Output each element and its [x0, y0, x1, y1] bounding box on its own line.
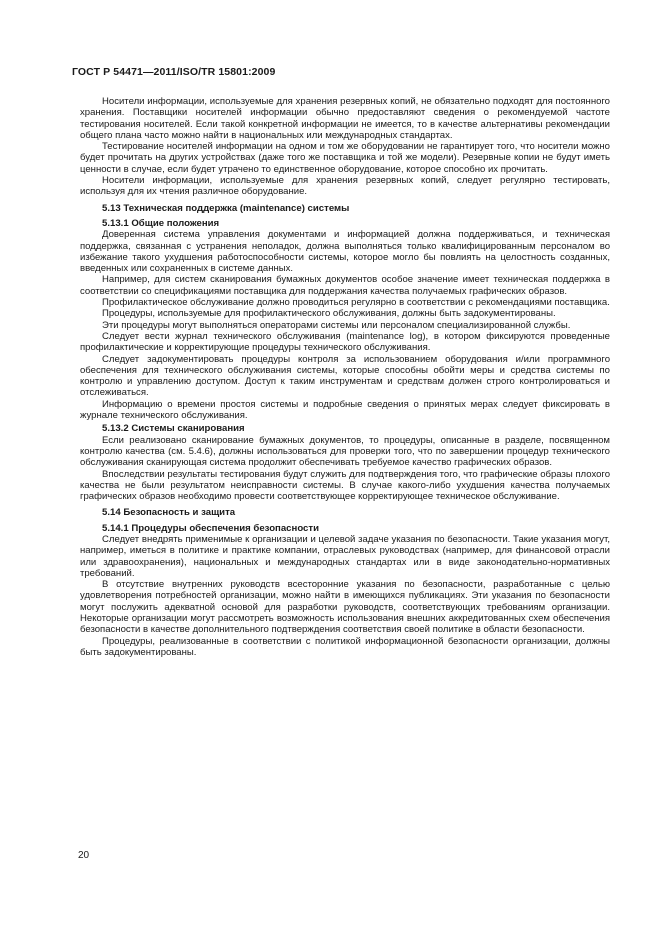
paragraph: Носители информации, используемые для хранения резервных копий, следует регулярно тестировать, используя для их чтения различное оборудование. — [80, 175, 610, 198]
paragraph: Следует внедрять применимые к организации и целевой задаче указания по безопасности. Такие указания могут, например, иметься в политике и практике компании, отраслевых руководствах (например, для финансовой отрасли или здравоохранения), национальных и международных стандартах или в виде законодательно-нормативных требований. — [80, 533, 610, 579]
paragraph: Следует вести журнал технического обслуживания (maintenance log), в котором фиксируются проведенные профилактические и корректирующие процедуры технического обслуживания. — [80, 330, 610, 354]
subsection-heading: 5.13.1 Общие положения — [102, 217, 220, 229]
section-heading: 5.14 Безопасность и защита — [102, 507, 236, 519]
paragraph: Эти процедуры могут выполняться операторами системы или персоналом специализированной службы. — [102, 319, 571, 331]
paragraph: Следует задокументировать процедуры контроля за использованием оборудования и/или программного обеспечения для технического обслуживания системы, которые способны обойти меры и средства системы по контролю и управлению доступом. Доступ к таким инструментам и средствам должен строго контролироваться и отслеживаться. — [80, 353, 610, 399]
document-body — [80, 96, 610, 658]
page-number: 20 — [78, 850, 90, 861]
subsection-heading: 5.14.1 Процедуры обеспечения безопасности — [102, 522, 319, 534]
page-header-title: ГОСТ Р 54471—2011/ISO/TR 15801:2009 — [72, 66, 276, 78]
paragraph: Информацию о времени простоя системы и подробные сведения о принятых мерах следует фиксировать в журнале технического обслуживания. — [80, 398, 610, 422]
paragraph: В отсутствие внутренних руководств всесторонние указания по безопасности, разработанные с целью удовлетворения потребностей организации, можно найти в имеющихся публикациях. Эти указания по безопасности могут послужить адекватной основой для разработки руководств, соответствующих требованиям организации. Некоторые организации могут рассмотреть возможность использования внешних аккредитованных схем обеспечения безопасности в качестве дополнительного подтверждения соответствия своей политике в области безопасности. — [80, 579, 610, 636]
paragraph: Тестирование носителей информации на одном и том же оборудовании не гарантирует того, что носители можно будет прочитать на других устройствах (даже того же поставщика и той же модели). Резервные копии не будут иметь ценности в случае, если будет утрачено то единственное оборудование, которое способно их прочитать. — [80, 141, 610, 175]
paragraph: Если реализовано сканирование бумажных документов, то процедуры, описанные в разделе, посвященном контролю качества (см. 5.4.6), должны использоваться для проверки того, что по завершении процедур технического обслуживания сканирующая система продолжит обеспечивать требуемое качество графических образов. — [80, 434, 610, 469]
paragraph: Процедуры, реализованные в соответствии с политикой информационной безопасности организации, должны быть задокументированы. — [80, 635, 610, 658]
section-heading: 5.13 Техническая поддержка (maintenance) системы — [102, 202, 350, 214]
paragraph: Впоследствии результаты тестирования будут служить для подтверждения того, что графические образы плохого качества не были результатом неисправности системы. В случае какого-либо ухудшения качества получаемых графических образов необходимо провести соответствующее корректирующее техническое обслуживание. — [80, 468, 610, 503]
paragraph: Носители информации, используемые для хранения резервных копий, не обязательно подходят для постоянного хранения. Поставщики носителей информации обычно предоставляют сведения о рекомендуемой частоте тестирования носителей. Если такой конкретной информации не имеется, то в качестве альтернативы рекомендации общего плана часто можно найти в национальных или международных стандартах. — [80, 96, 610, 141]
subsection-heading: 5.13.2 Системы сканирования — [102, 423, 245, 435]
paragraph: Доверенная система управления документами и информацией должна поддерживаться, и техническая поддержка, связанная с устранения неполадок, должна выполняться только квалифицированным персоналом во избежание такого ухудшения работоспособности системы, которое могло бы повлиять на целостность созданных, введенных или сохраненных в системе данных. — [80, 229, 610, 275]
paragraph: Процедуры, используемые для профилактического обслуживания, должны быть задокументированы. — [102, 308, 556, 320]
paragraph: Профилактическое обслуживание должно проводиться регулярно в соответствии с рекомендациями поставщика. — [102, 297, 610, 309]
paragraph: Например, для систем сканирования бумажных документов особое значение имеет техническая поддержка в соответствии со спецификациями поставщика для поддержания качества получаемых графических образов. — [80, 274, 610, 297]
